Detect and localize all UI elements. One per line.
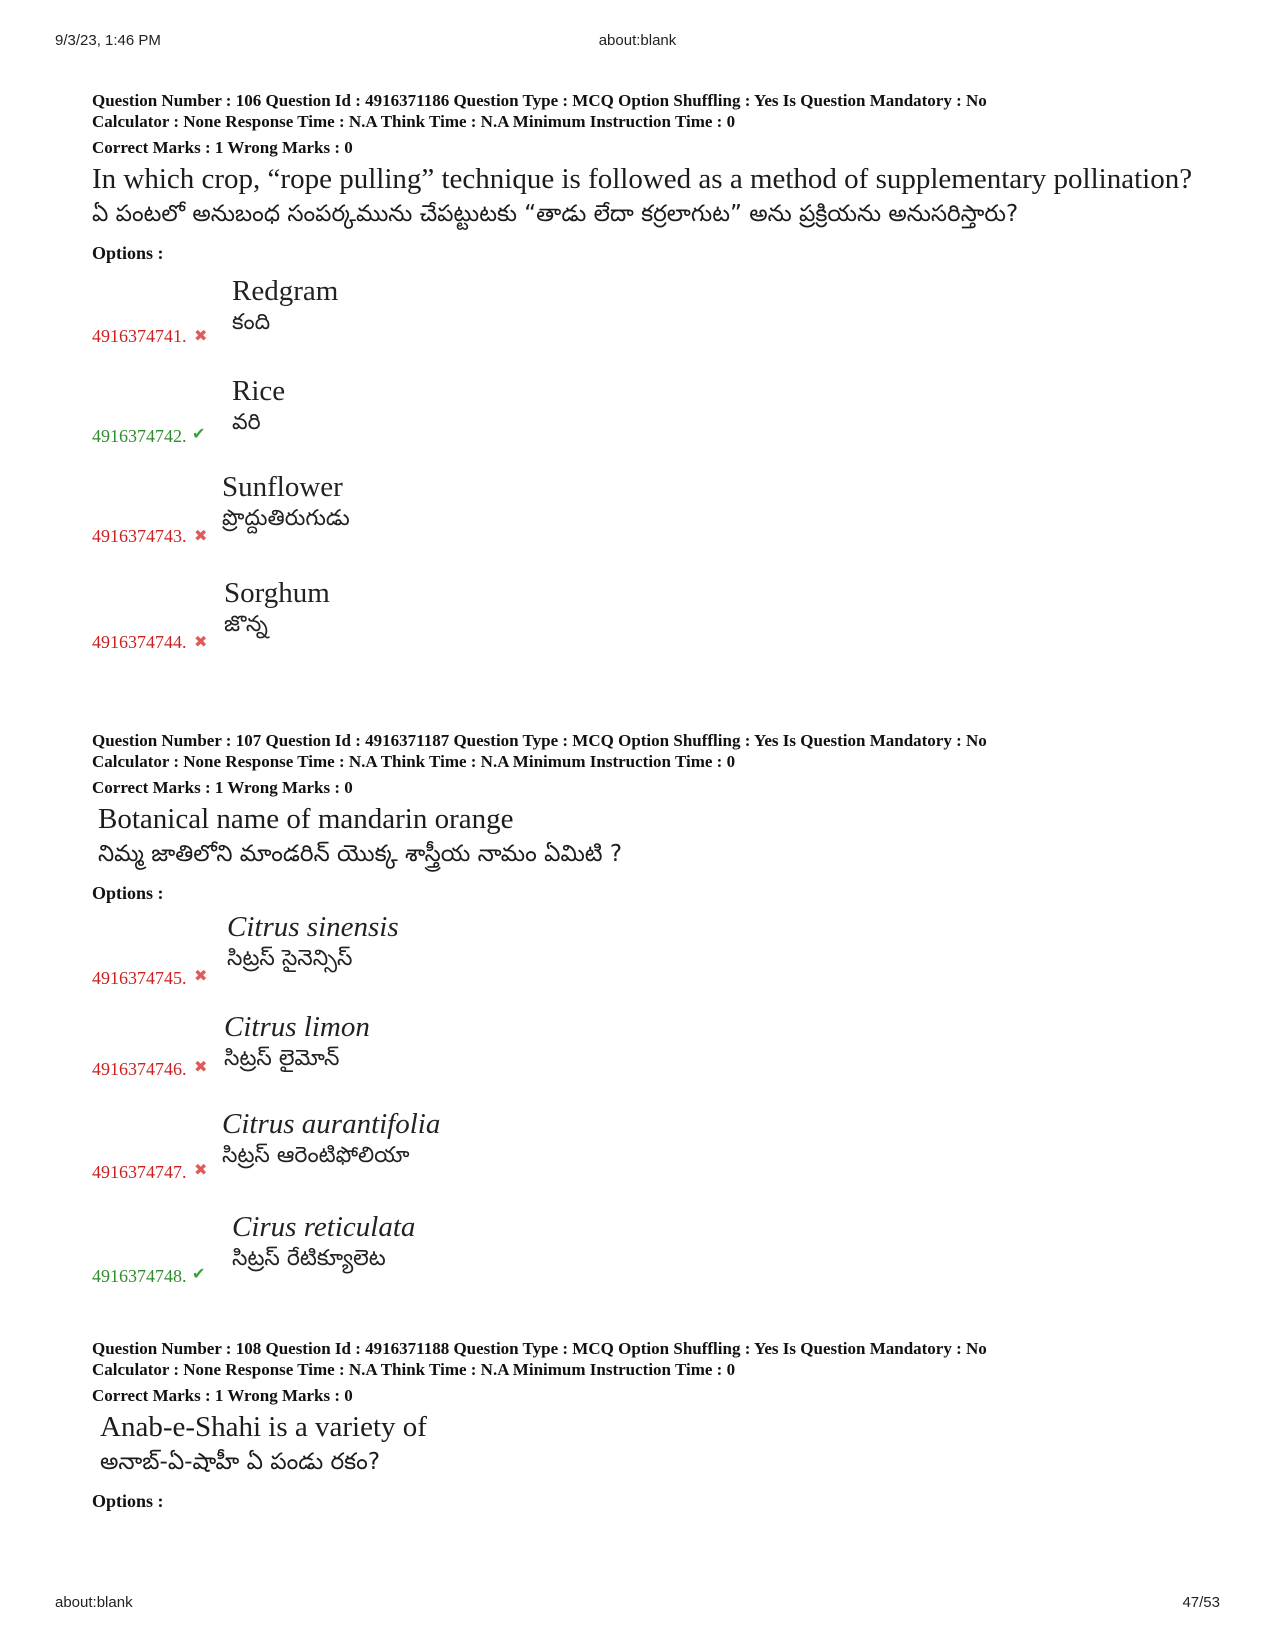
question-meta: Question Number : 107 Question Id : 4916371187 Question Type : MCQ Option Shuffling : Yes Is Question Mandatory : No bbox=[92, 731, 987, 750]
option-text-en: Sorghum bbox=[224, 577, 330, 609]
option-id: 4916374741. bbox=[92, 326, 187, 346]
option-id: 4916374746. bbox=[92, 1059, 187, 1079]
question-meta-2: Calculator : None Response Time : N.A Think Time : N.A Minimum Instruction Time : 0 bbox=[92, 112, 736, 131]
question-106 bbox=[92, 90, 1202, 674]
question-text-en: In which crop, “rope pulling” technique is followed as a method of supplementary pollination? bbox=[92, 163, 1193, 195]
cross-icon: ✖ bbox=[194, 966, 208, 985]
option-row bbox=[92, 1110, 1202, 1210]
question-meta-2: Calculator : None Response Time : N.A Think Time : N.A Minimum Instruction Time : 0 bbox=[92, 1360, 736, 1379]
question-text-te: నిమ్మ జాతిలోని మాండరిన్ యొక్క శాస్త్రీయ నామం ఏమిటి ? bbox=[98, 841, 623, 867]
option-text-en: Citrus limon bbox=[224, 1011, 370, 1043]
option-id: 4916374748. bbox=[92, 1266, 187, 1286]
option-text-en: Cirus reticulata bbox=[232, 1211, 416, 1243]
option-row bbox=[92, 1210, 1202, 1310]
options-label: Options : bbox=[92, 243, 164, 263]
option-row bbox=[92, 274, 1202, 374]
question-meta-2: Calculator : None Response Time : N.A Think Time : N.A Minimum Instruction Time : 0 bbox=[92, 752, 736, 771]
question-107 bbox=[92, 730, 1202, 1310]
option-text-en: Rice bbox=[232, 375, 286, 407]
option-text-te: సిట్రస్ ఆరెంటిఫోలియా bbox=[222, 1143, 410, 1168]
question-text-te: ఏ పంటలో అనుబంధ సంపర్కమును చేపట్టుటకు “తాడు లేదా కర్రలాగుట” అను ప్రక్రియను అనుసరిస్తారు? bbox=[92, 201, 1019, 227]
option-text-te: జొన్న bbox=[224, 612, 268, 637]
question-marks: Correct Marks : 1 Wrong Marks : 0 bbox=[92, 778, 353, 797]
print-datetime: 9/3/23, 1:46 PM bbox=[55, 32, 161, 49]
question-text-te: అనాబ్-ఏ-షాహీ ఏ పండు రకం? bbox=[100, 1449, 381, 1475]
question-marks: Correct Marks : 1 Wrong Marks : 0 bbox=[92, 138, 353, 157]
option-text-te: సిట్రస్ రేటిక్యూలెట bbox=[232, 1246, 386, 1271]
cross-icon: ✖ bbox=[194, 326, 208, 345]
question-marks: Correct Marks : 1 Wrong Marks : 0 bbox=[92, 1386, 353, 1405]
option-row bbox=[92, 910, 1202, 1010]
option-id: 4916374747. bbox=[92, 1162, 187, 1182]
cross-icon: ✖ bbox=[194, 1160, 208, 1179]
option-id: 4916374743. bbox=[92, 526, 187, 546]
option-id: 4916374742. bbox=[92, 426, 187, 446]
page-number: 47/53 bbox=[1182, 1594, 1220, 1611]
check-icon: ✔ bbox=[192, 1264, 206, 1283]
option-row bbox=[92, 471, 1202, 574]
question-108 bbox=[92, 1338, 1202, 1512]
print-url-footer: about:blank bbox=[55, 1594, 133, 1611]
option-text-te: వరి bbox=[232, 410, 261, 435]
option-text-te: ప్రొద్దుతిరుగుడు bbox=[222, 506, 350, 531]
option-id: 4916374745. bbox=[92, 968, 187, 988]
option-text-en: Sunflower bbox=[222, 471, 343, 503]
option-text-en: Redgram bbox=[232, 275, 339, 307]
option-row bbox=[92, 1010, 1202, 1110]
question-text-en: Anab-e-Shahi is a variety of bbox=[100, 1411, 427, 1443]
print-url-header: about:blank bbox=[598, 32, 677, 49]
question-meta: Question Number : 108 Question Id : 4916371188 Question Type : MCQ Option Shuffling : Yes Is Question Mandatory : No bbox=[92, 1339, 987, 1358]
cross-icon: ✖ bbox=[194, 632, 208, 651]
option-row bbox=[92, 374, 1202, 474]
option-text-te: సిట్రస్ సైనెన్సిస్ bbox=[227, 946, 353, 971]
option-text-en: Citrus sinensis bbox=[227, 911, 399, 943]
option-text-te: కంది bbox=[232, 310, 271, 335]
cross-icon: ✖ bbox=[194, 1057, 208, 1076]
options-label: Options : bbox=[92, 1491, 164, 1511]
question-meta: Question Number : 106 Question Id : 4916371186 Question Type : MCQ Option Shuffling : Yes Is Question Mandatory : No bbox=[92, 91, 987, 110]
question-text-en: Botanical name of mandarin orange bbox=[98, 803, 514, 835]
options-label: Options : bbox=[92, 883, 164, 903]
option-text-en: Citrus aurantifolia bbox=[222, 1108, 441, 1140]
option-text-te: సిట్రస్ లైమోన్ bbox=[224, 1046, 340, 1071]
cross-icon: ✖ bbox=[194, 526, 208, 545]
check-icon: ✔ bbox=[192, 424, 206, 443]
option-row bbox=[92, 574, 1202, 674]
option-id: 4916374744. bbox=[92, 632, 187, 652]
